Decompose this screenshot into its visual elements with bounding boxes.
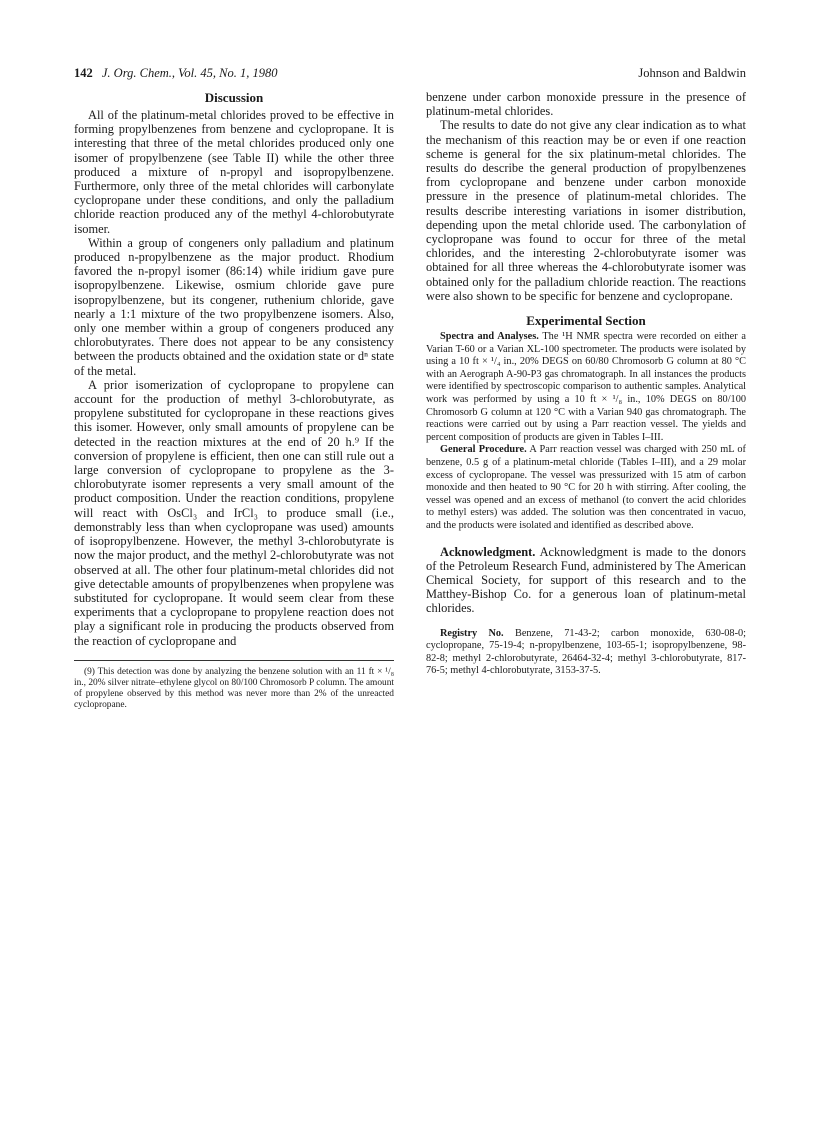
running-header: [74, 66, 746, 82]
registry-run-head: Registry No.: [440, 627, 504, 639]
discussion-paragraph-4: The results to date do not give any clear indication as to what the mechanism of this reaction may be or even if one reaction scheme is general for the six platinum-metal chlorides. The results do describe the general production of propylbenzenes from cyclopropane and benzene under carbon monoxide pressure in the presence of platinum-metal chlorides. The results describe interesting variations in isomer distribution, depending upon the metal chloride used. The carbonylation of cyclopropane was found to occur for three of the metal chlorides, and the interesting 2-chlorobutyrate isomer was obtained for all three whereas the 4-chlorobutyrate isomer was obtained only for the palladium chloride reaction. The reactions were also shown to be specific for benzene and cyclopropane.: [426, 118, 746, 303]
discussion-continuation: benzene under carbon monoxide pressure in the presence of platinum-metal chlorides.: [426, 90, 746, 119]
procedure-run-head: General Procedure.: [440, 444, 527, 456]
experimental-heading: Experimental Section: [526, 313, 646, 329]
footnote-9: (9) This detection was done by analyzing the benzene solution with an 11 ft × ¹/₈ in., 20% silver nitrate–ethylene glycol on 80/100 Chromosorb P column. The amount of propylene observed by this method was never more than 2% of the unreacted cyclopropane.: [74, 666, 394, 711]
left-column: [74, 90, 394, 712]
discussion-heading: Discussion: [204, 90, 264, 105]
spectra-text: The ¹H NMR spectra were recorded on either a Varian T-60 or a Varian XL-100 spectrometer. The products were isolated by using a 10 ft × ¹/₄ in., 20% DEGS on 60/80 Chromosorb G column at 80 °C with an Aerograph A-90-P3 gas chromatograph. In all instances the products were identified by spectroscopic comparison to authentic samples. Analytical work was performed by using a 10 ft × ¹/₈ in., 10% DEGS on 80/100 Chromosorb G column at 120 °C with a Varian 940 gas chromatograph. The reactions were carried out by using a Parr reaction vessel. The yields and percent composition of products are given in Tables I–III.: [426, 331, 747, 443]
acknowledgment-paragraph: [426, 545, 746, 616]
discussion-paragraph-2: Within a group of congeners only palladium and platinum produced n-propylbenzene as the major product. Rhodium favored the n-propyl isomer (86:14) while iridium gave pure isopropylbenzene. Likewise, osmium chloride gave pure isopropylbenzene, but its congener, ruthenium chloride, gave nearly a 1:1 mixture of the two propylbenzene isomers. Also, only one member within a group of congeners produced any chlorobutyrates. There does not appear to be any consistency between the products obtained and the oxidation state or dⁿ state of the metal.: [74, 235, 394, 378]
header-left: [74, 66, 277, 81]
discussion-paragraph-1: All of the platinum-metal chlorides proved to be effective in forming propylbenzenes from benzene and cyclopropane. It is interesting that three of the metal chlorides produced only one isomer of propylbenzene (see Table II) while the other three produced a mixture of n-propyl and isopropylbenzene. Furthermore, only three of the metal chlorides will carbonylate cyclopropane under these conditions, and only the palladium chloride reaction produced any of the methyl 4-chlorobutyrate isomer.: [74, 108, 394, 236]
discussion-paragraph-3: A prior isomerization of cyclopropane to propylene can account for the production of methyl 3-chlorobutyrate, as propylene substituted for cyclopropane in these reactions gives this isomer. However, only small amounts of propylene can be detected in the reaction mixtures at the end of 20 h.⁹ If the conversion of propylene is efficient, then one can still rule out a large conversion of cyclopropane to propylene as the 3-chlorobutyrate isomer represents a very small amount of the product composition. Under the reaction conditions, propylene will react with OsCl₃ and IrCl₃ to produce small (i.e., demonstrably less than when cyclopropane was used) amounts of isopropylbenzene. However, the methyl 3-chlorobutyrate is now the major product, and the methyl 2-chlorobutyrate was not observed at all. The other four platinum-metal chlorides did not give detectable amounts of propylbenzenes when propylene was substituted for cyclopropane. It would seem clear from these experiments that a cyclopropane to propylene reaction does not play a significant role in producing the products observed from the reaction of cyclopropane and: [74, 377, 394, 648]
right-column: [426, 90, 746, 678]
spectra-paragraph: [426, 331, 746, 444]
acknowledgment-text: Acknowledgment is made to the donors of the Petroleum Research Fund, administered by The American Chemical Society, for support of this research and to the Matthey-Bishop Co. for a generous loan of platinum-metal chlorides.: [426, 544, 746, 616]
header-authors: Johnson and Baldwin: [638, 66, 746, 80]
footnote-rule: [74, 660, 394, 661]
procedure-paragraph: [426, 444, 746, 532]
registry-text: Benzene, 71-43-2; carbon monoxide, 630-08-0; cyclopropane, 75-19-4; n-propylbenzene, 103-65-1; isopropylbenzene, 98-82-8; methyl 2-chlorobutyrate, 26464-32-4; methyl 3-chlorobutyrate, 817-76-5; methyl 4-chlorobutyrate, 3153-37-5.: [426, 627, 747, 677]
registry-paragraph: [426, 628, 746, 678]
spectra-run-head: Spectra and Analyses.: [440, 331, 539, 343]
page-number: 142: [74, 66, 93, 80]
procedure-text: A Parr reaction vessel was charged with 250 mL of benzene, 0.5 g of a platinum-metal chloride (Tables I–III), and a 29 molar excess of cyclopropane. The vessel was pressurized with 15 atm of carbon monoxide and then heated to 90 °C for 20 h with stirring. After cooling, the vessel was opened and an excess of methanol (to convert the acid chlorides to methyl esters) was added. The solution was then concentrated in vacuo, and the products were isolated and identified as described above.: [426, 444, 746, 531]
acknowledgment-run-head: Acknowledgment.: [440, 544, 536, 559]
journal-citation: J. Org. Chem., Vol. 45, No. 1, 1980: [101, 66, 278, 80]
